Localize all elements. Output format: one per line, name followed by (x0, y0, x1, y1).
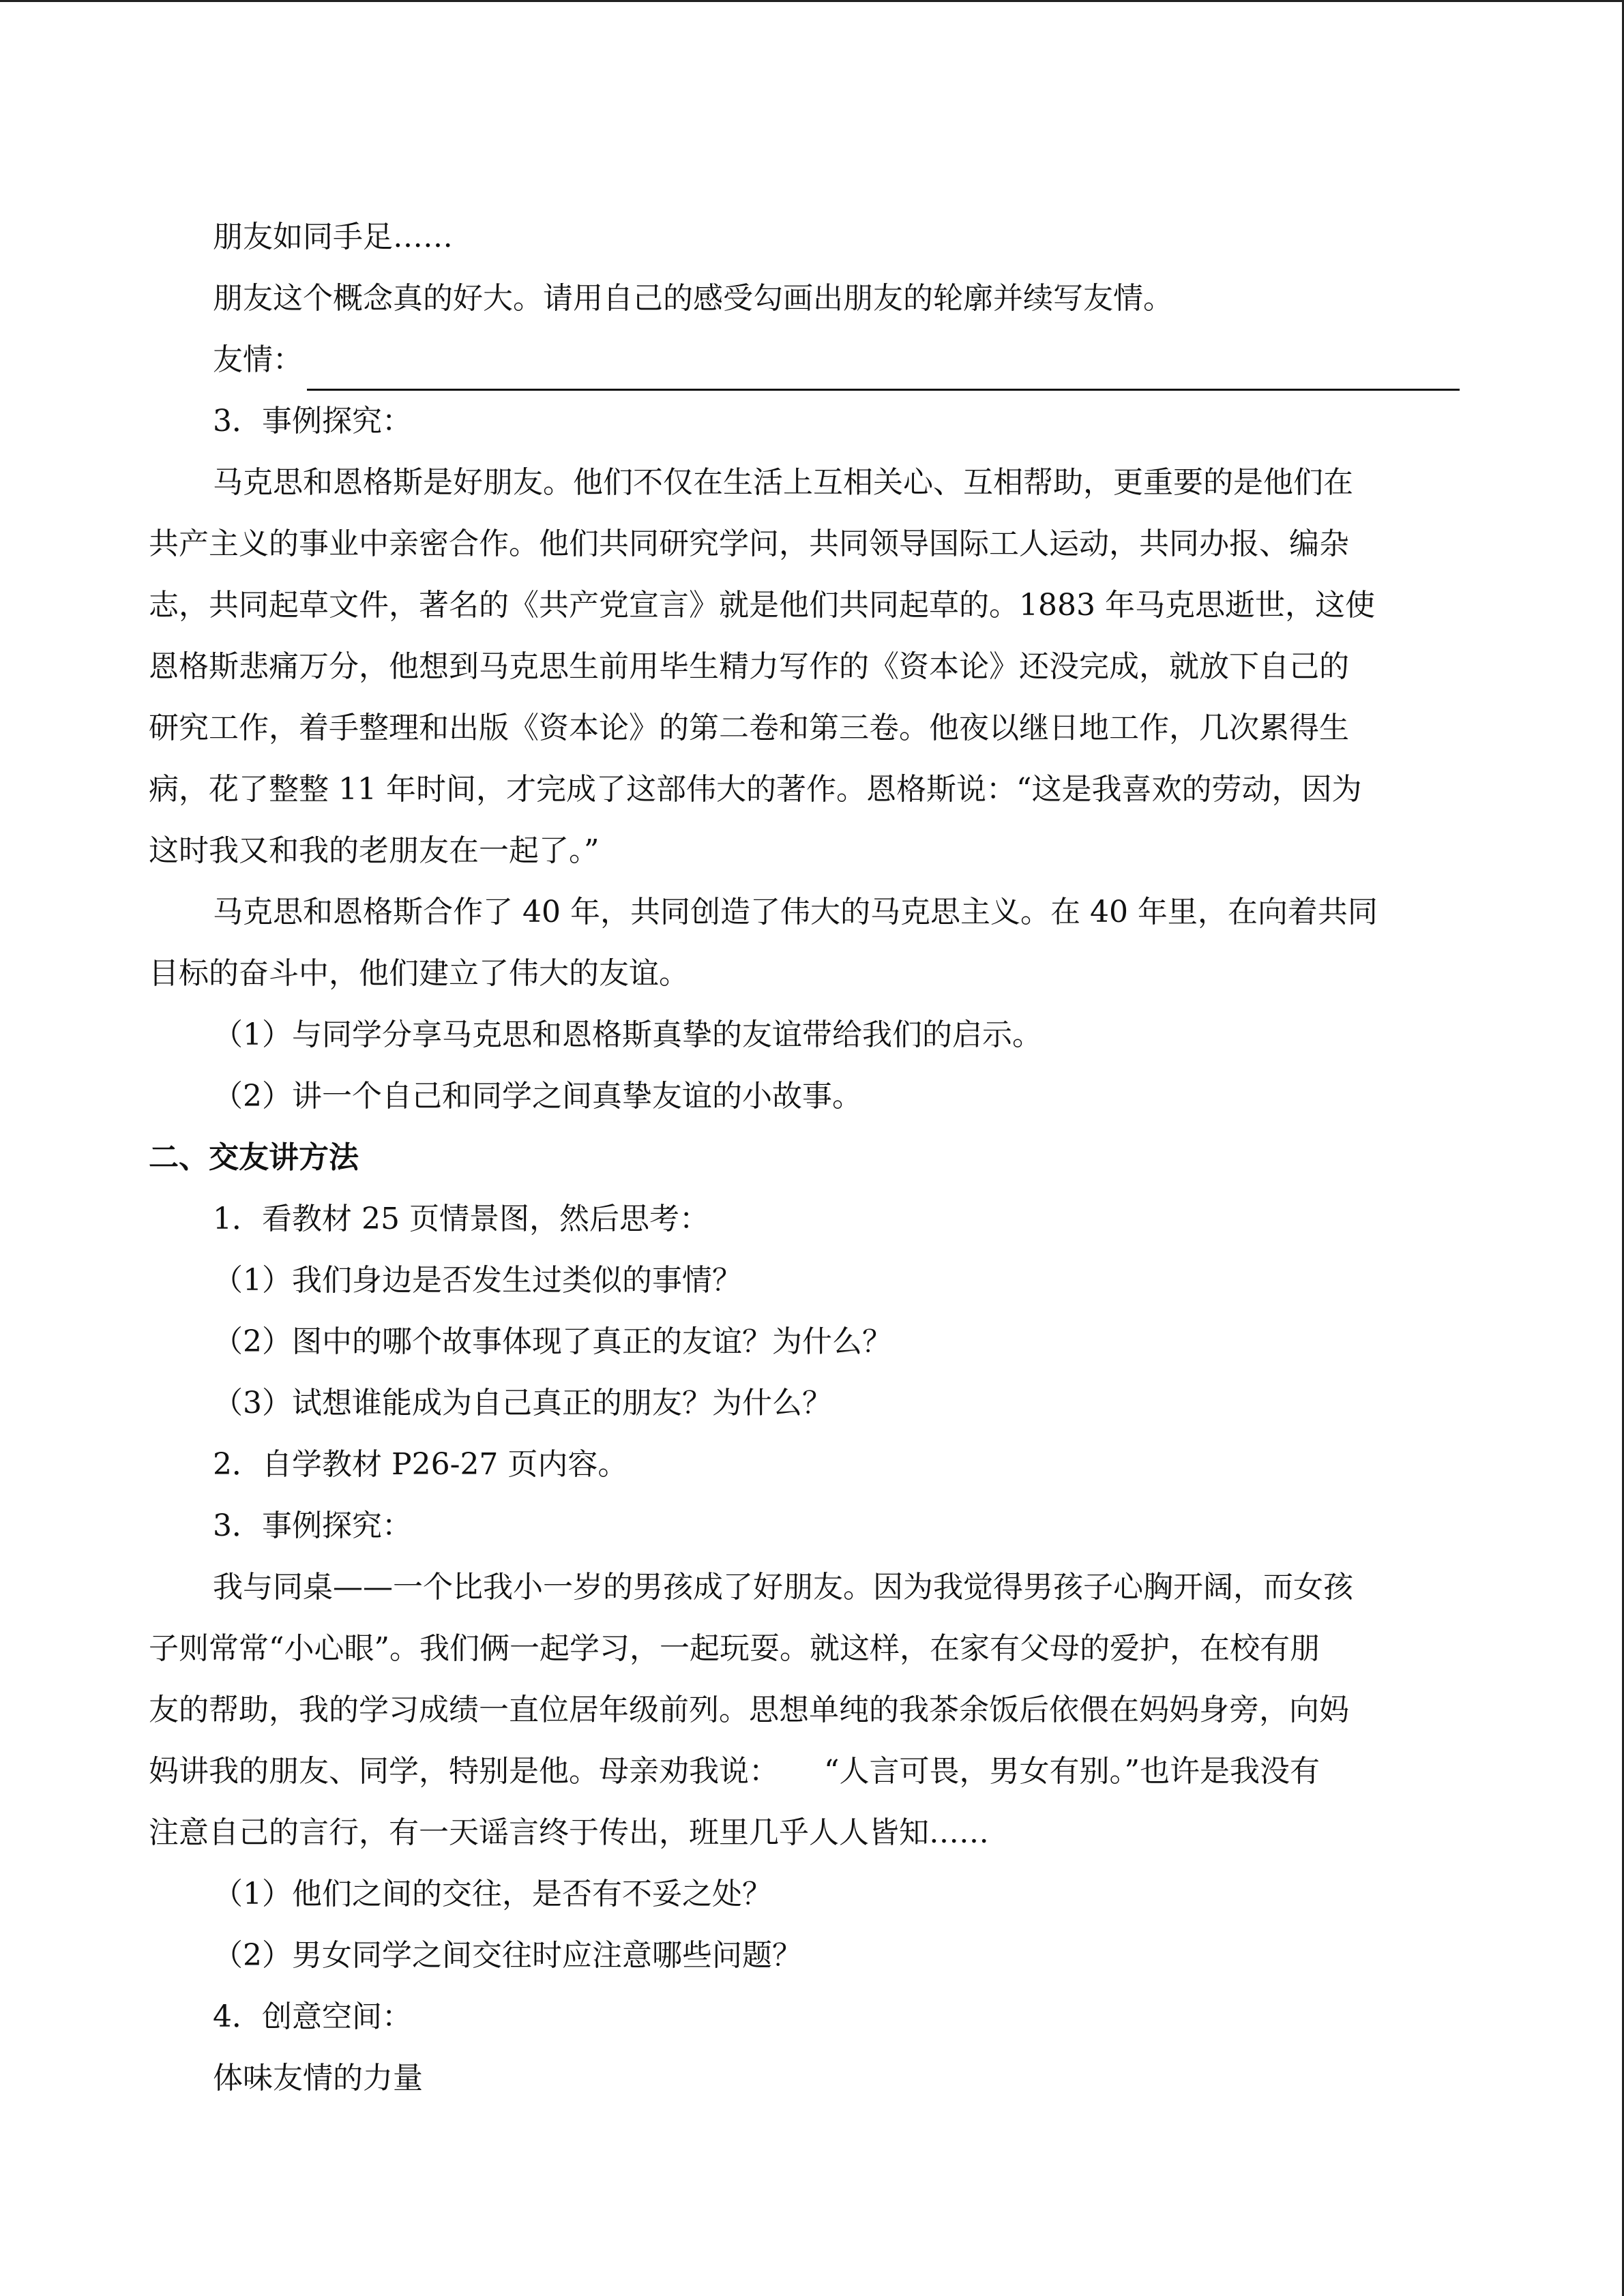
question-item: （3）试想谁能成为自己真正的朋友？为什么？ (213, 1386, 832, 1420)
paragraph-line: 子则常常“小心眼”。我们俩一起学习，一起玩耍。就这样，在家有父母的爱护，在校有朋 (149, 1631, 1320, 1666)
question-item: （1）与同学分享马克思和恩格斯真挚的友谊带给我们的启示。 (213, 1017, 1042, 1052)
fill-in-blank-line[interactable] (307, 349, 1460, 391)
friendship-fill-row (149, 329, 1460, 391)
paragraph-line: 目标的奋斗中，他们建立了伟大的友谊。 (149, 956, 689, 991)
document-body (149, 207, 1460, 2109)
section-item: 1．看教材 25 页情景图，然后思考： (213, 1202, 709, 1236)
paragraph-line: 友的帮助，我的学习成绩一直位居年级前列。思想单纯的我茶余饭后依偎在妈妈身旁，向妈 (149, 1693, 1349, 1727)
paragraph-line: 志，共同起草文件，著名的《共产党宣言》就是他们共同起草的。1883 年马克思逝世，这使 (149, 588, 1375, 623)
paragraph-line: 共产主义的事业中亲密合作。他们共同研究学问，共同领导国际工人运动，共同办报、编杂 (149, 526, 1349, 561)
section-item: 3．事例探究： (213, 1508, 412, 1543)
section-heading: 二、交友讲方法 (149, 1140, 359, 1175)
section-item: 3．事例探究： (213, 404, 412, 438)
section-item: 2．自学教材 P26-27 页内容。 (213, 1447, 628, 1482)
fill-label: 友情： (213, 342, 303, 377)
text-line: 朋友这个概念真的好大。请用自己的感受勾画出朋友的轮廓并续写友情。 (213, 281, 1173, 316)
question-item: （2）图中的哪个故事体现了真正的友谊？为什么？ (213, 1324, 892, 1359)
paragraph-line: 注意自己的言行，有一天谣言终于传出，班里几乎人人皆知…… (149, 1815, 989, 1850)
question-item: （2）男女同学之间交往时应注意哪些问题？ (213, 1938, 802, 1973)
text-line: 朋友如同手足…… (213, 220, 453, 254)
paragraph-line: 马克思和恩格斯是好朋友。他们不仅在生活上互相关心、互相帮助，更重要的是他们在 (213, 465, 1353, 500)
paragraph-line: 恩格斯悲痛万分，他想到马克思生前用毕生精力写作的《资本论》还没完成，就放下自己的 (149, 649, 1349, 684)
question-item: （2）讲一个自己和同学之间真挚友谊的小故事。 (213, 1079, 862, 1114)
question-item: （1）他们之间的交往，是否有不妥之处？ (213, 1877, 772, 1911)
text-line: 体味友情的力量 (213, 2061, 423, 2096)
question-item: （1）我们身边是否发生过类似的事情？ (213, 1263, 742, 1298)
paragraph-line: 马克思和恩格斯合作了 40 年，共同创造了伟大的马克思主义。在 40 年里，在向着共同 (213, 895, 1378, 929)
paragraph-line: 病，花了整整 11 年时间，才完成了这部伟大的著作。恩格斯说：“这是我喜欢的劳动，因为 (149, 772, 1362, 807)
paragraph-line: 我与同桌——一个比我小一岁的男孩成了好朋友。因为我觉得男孩子心胸开阔，而女孩 (213, 1570, 1353, 1605)
section-item: 4．创意空间： (213, 1999, 412, 2034)
paragraph-line: 研究工作，着手整理和出版《资本论》的第二卷和第三卷。他夜以继日地工作，几次累得生 (149, 711, 1349, 745)
paragraph-line: 这时我又和我的老朋友在一起了。” (149, 833, 600, 868)
paragraph-line: 妈讲我的朋友、同学，特别是他。母亲劝我说： “人言可畏，男女有别。”也许是我没有 (149, 1754, 1320, 1789)
